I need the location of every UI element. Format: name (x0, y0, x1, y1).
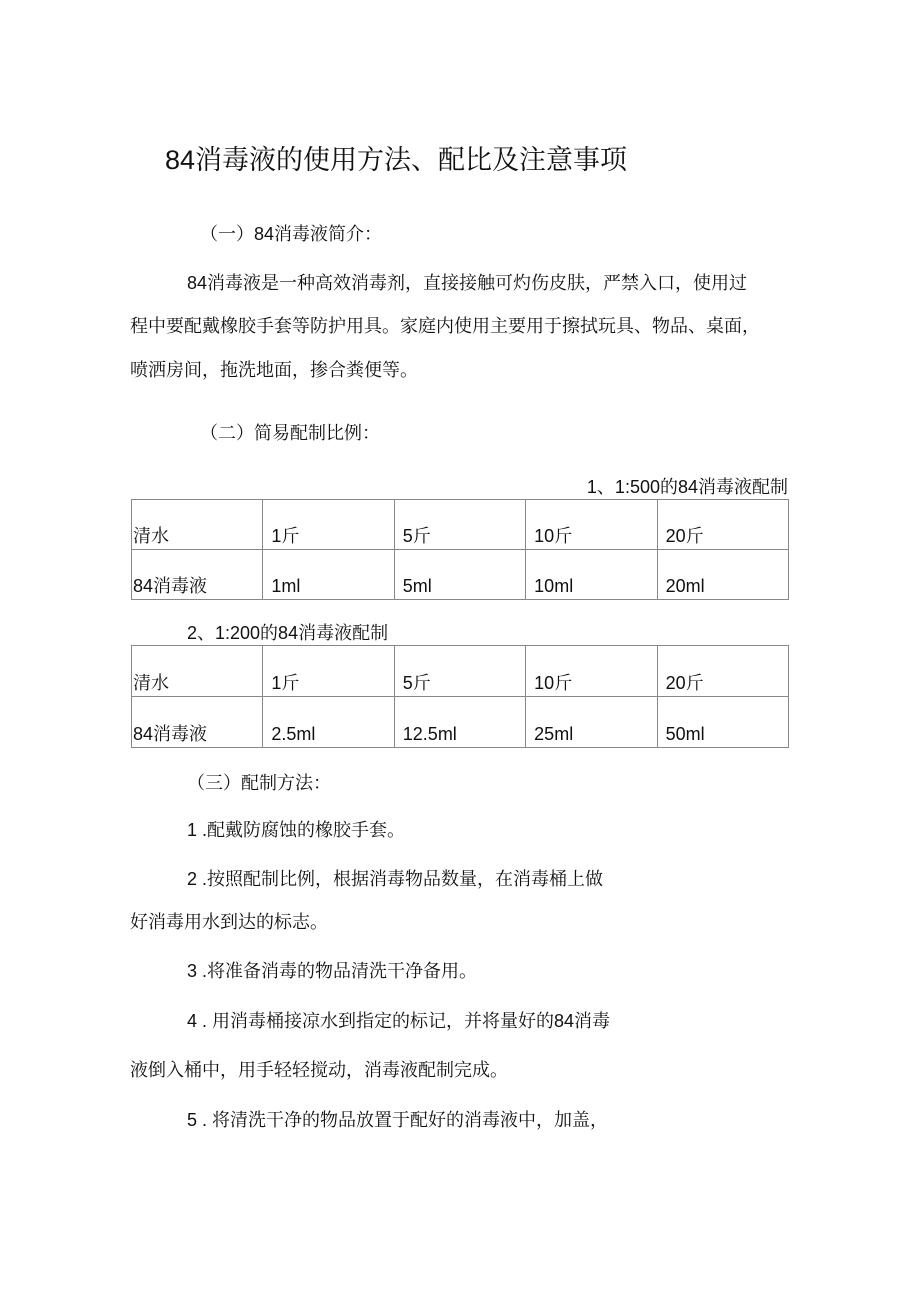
step-line: 好消毒用水到达的标志。 (130, 912, 328, 932)
table-cell: 清水 (132, 500, 263, 550)
table-row (132, 550, 789, 600)
step-line: 液倒入桶中，用手轻轻搅动，消毒液配制完成。 (130, 1060, 508, 1080)
step-line: 1 .配戴防腐蚀的橡胶手套。 (187, 820, 406, 840)
table-row (132, 697, 789, 748)
table-cell: 5斤 (394, 646, 525, 697)
section-heading-intro: （一）84消毒液简介： (200, 224, 383, 244)
ratio-table-200 (131, 645, 789, 748)
step-line: 3 .将准备消毒的物品清洗干净备用。 (187, 961, 478, 981)
table-cell: 1ml (263, 550, 394, 600)
step-line: 4 . 用消毒桶接凉水到指定的标记，并将量好的84消毒 (187, 1011, 611, 1031)
table-cell: 5斤 (394, 500, 525, 550)
table-cell: 5ml (394, 550, 525, 600)
table-cell: 2.5ml (263, 697, 394, 748)
paragraph-line: 喷洒房间，拖洗地面，掺合粪便等。 (130, 360, 418, 380)
table-cell: 10斤 (526, 646, 657, 697)
table2-caption: 2、1:200的84消毒液配制 (187, 623, 389, 643)
table-cell: 84消毒液 (132, 697, 263, 748)
section-heading-method: （三）配制方法： (187, 773, 331, 793)
step-line: 5 . 将清洗干净的物品放置于配好的消毒液中，加盖， (187, 1110, 609, 1130)
table1-caption: 1、1:500的84消毒液配制 (586, 477, 788, 497)
table-cell: 清水 (132, 646, 263, 697)
table-cell: 84消毒液 (132, 550, 263, 600)
section-heading-ratio: （二）简易配制比例： (200, 423, 380, 443)
paragraph-line: 程中要配戴橡胶手套等防护用具。家庭内使用主要用于擦拭玩具、物品、桌面， (130, 316, 760, 336)
table-cell: 1斤 (263, 500, 394, 550)
table-cell: 25ml (526, 697, 657, 748)
step-line: 2 .按照配制比例，根据消毒物品数量，在消毒桶上做 (187, 869, 604, 889)
paragraph-line: 84消毒液是一种高效消毒剂，直接接触可灼伤皮肤，严禁入口，使用过 (187, 273, 748, 293)
table-cell: 10斤 (526, 500, 657, 550)
table-row (132, 500, 789, 550)
page-title: 84消毒液的使用方法、配比及注意事项 (165, 145, 628, 175)
table-cell: 10ml (526, 550, 657, 600)
table-cell: 1斤 (263, 646, 394, 697)
table-cell: 20斤 (657, 500, 788, 550)
table-cell: 20ml (657, 550, 788, 600)
table-cell: 12.5ml (394, 697, 525, 748)
table-row (132, 646, 789, 697)
table-cell: 20斤 (657, 646, 788, 697)
ratio-table-500 (131, 499, 789, 600)
table-cell: 50ml (657, 697, 788, 748)
